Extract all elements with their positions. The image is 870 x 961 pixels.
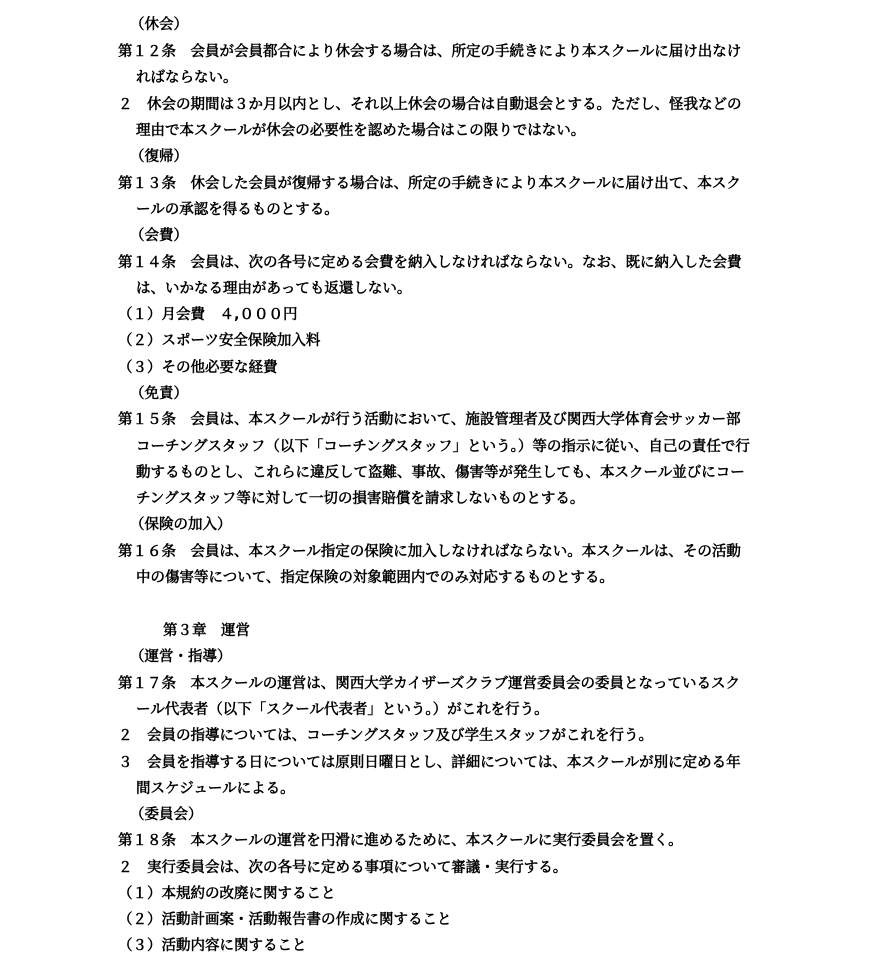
- article-14-cont: は、いかなる理由があっても返還しない。: [136, 281, 412, 297]
- committee-item-3: （３）活動内容に関すること: [118, 938, 307, 954]
- article-15-cont-1: コーチングスタッフ（以下「コーチングスタッフ」という。）等の指示に従い、自己の責任で行: [136, 439, 750, 455]
- article-17-cont: ール代表者（以下「スクール代表者」という。）がこれを行う。: [136, 702, 549, 718]
- article-12-para-2-cont: 理由で本スクールが休会の必要性を認めた場合はこの限りではない。: [136, 123, 586, 139]
- article-15-cont-2: 動するものとし、これらに違反して盗難、事故、傷害等が発生しても、本スクール並びにコー: [136, 465, 745, 481]
- article-17-para-2: ２ 会員の指導については、コーチングスタッフ及び学生スタッフがこれを行う。: [118, 728, 654, 744]
- article-12: 第１２条 会員が会員都合により休会する場合は、所定の手続きにより本スクールに届け出なけ: [118, 44, 742, 60]
- heading-fees: （会費）: [130, 228, 188, 244]
- heading-return: （復帰）: [130, 149, 188, 165]
- article-12-para-2: ２ 休会の期間は３か月以内とし、それ以上休会の場合は自動退会とする。ただし、怪我などの: [118, 97, 742, 113]
- article-14: 第１４条 会員は、次の各号に定める会費を納入しなければならない。なお、既に納入した会費: [118, 255, 742, 271]
- article-13: 第１３条 休会した会員が復帰する場合は、所定の手続きにより本スクールに届け出て、本スク: [118, 176, 741, 192]
- committee-item-1: （１）本規約の改廃に関すること: [118, 886, 336, 902]
- heading-committee: （委員会）: [130, 807, 203, 823]
- article-16-cont: 中の傷害等について、指定保険の対象範囲内でのみ対応するものとする。: [136, 570, 614, 586]
- article-12-cont: ればならない。: [136, 70, 238, 86]
- fee-item-2: （２）スポーツ安全保険加入料: [118, 333, 321, 349]
- heading-insurance: （保険の加入）: [130, 517, 232, 533]
- article-17-para-3-cont: 間スケジュールによる。: [136, 781, 295, 797]
- fee-item-3: （３）その他必要な経費: [118, 360, 278, 376]
- article-15-cont-3: チングスタッフ等に対して一切の損害賠償を請求しないものとする。: [136, 491, 585, 507]
- heading-management: （運営・指導）: [130, 649, 232, 665]
- article-18: 第１８条 本スクールの運営を円滑に進めるために、本スクールに実行委員会を置く。: [118, 833, 683, 849]
- committee-item-2: （２）活動計画案・活動報告書の作成に関すること: [118, 912, 452, 928]
- fee-item-1: （１）月会費 ４,０００円: [118, 307, 298, 323]
- article-13-cont: ールの承認を得るものとする。: [136, 202, 339, 218]
- article-18-para-2: ２ 実行委員会は、次の各号に定める事項について審議・実行する。: [118, 860, 568, 876]
- heading-disclaimer: （免責）: [130, 386, 188, 402]
- heading-suspension: （休会）: [130, 17, 188, 33]
- article-16: 第１６条 会員は、本スクール指定の保険に加入しなければならない。本スクールは、その活動: [118, 544, 741, 560]
- chapter-3-title: 第３章 運営: [163, 623, 250, 639]
- article-17-para-3: ３ 会員を指導する日については原則日曜日とし、詳細については、本スクールが別に定める年: [118, 755, 741, 771]
- article-17: 第１７条 本スクールの運営は、関西大学カイザーズクラブ運営委員会の委員となっているスク: [118, 676, 741, 692]
- article-15: 第１５条 会員は、本スクールが行う活動において、施設管理者及び関西大学体育会サッカー部: [118, 412, 741, 428]
